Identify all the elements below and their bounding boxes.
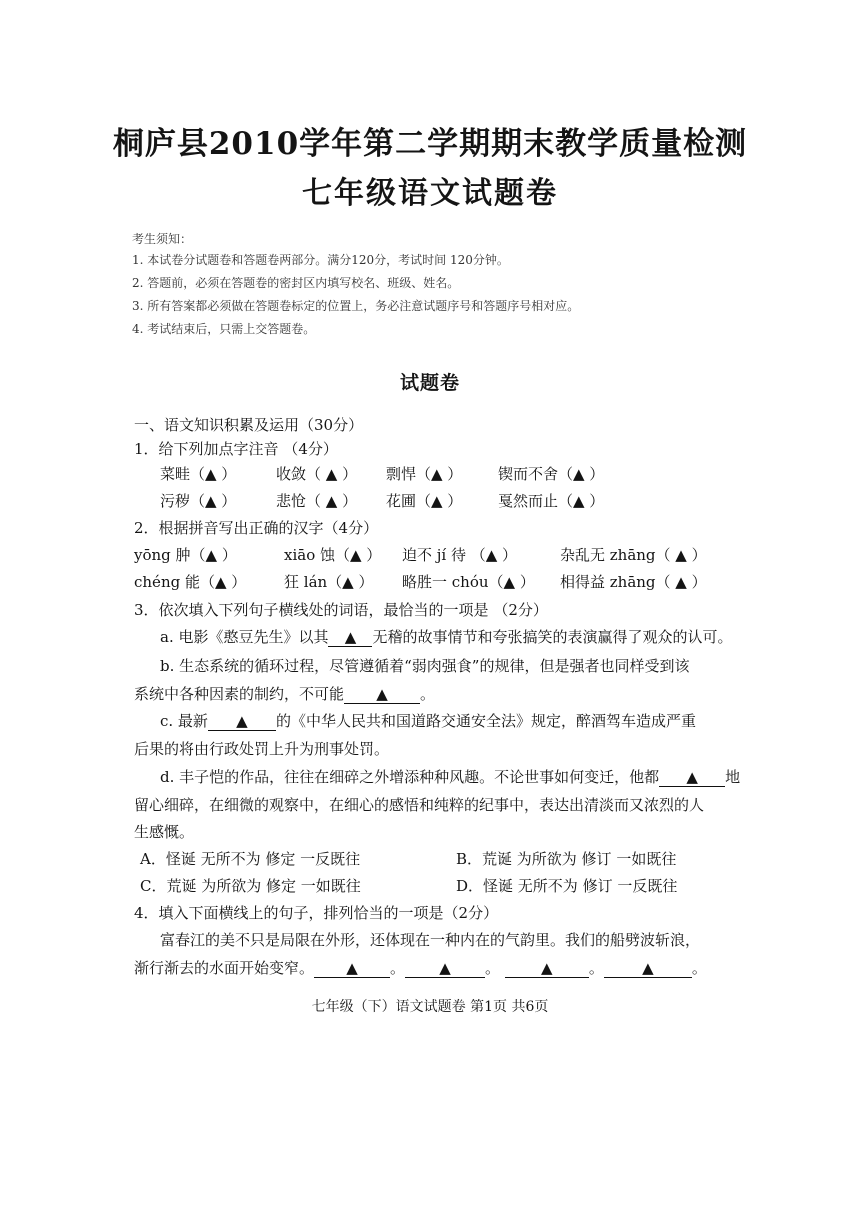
option-c: C．荒诞 为所欲为 修定 一如既往: [140, 877, 361, 895]
notice-item: 2. 答题前，必须在答题卷的密封区内填写校名、班级、姓名。: [132, 276, 460, 290]
hanzi-item: 迫不 jí 待 （▲ ）: [402, 546, 518, 564]
notice-item: 3. 所有答案都必须做在答题卷标定的位置上，务必注意试题序号和答题序号相对应。: [132, 299, 580, 313]
question-1-stem: 1．给下列加点字注音 （4分）: [134, 440, 338, 458]
page-footer: 七年级（下）语文试题卷 第1页 共6页: [311, 999, 549, 1015]
hanzi-item: 杂乱无 zhāng（ ▲ ）: [560, 546, 707, 564]
passage-line: 富春江的美不只是局限在外形，还体现在一种内在的气韵里。我们的船劈波斩浪，: [160, 931, 701, 949]
sentence-d-text: 地: [725, 768, 741, 786]
question-4-stem: 4．填入下面横线上的句子，排列恰当的一项是（2分）: [134, 904, 499, 922]
sentence-c-cont: 后果的将由行政处罚上升为刑事处罚。: [134, 740, 390, 758]
pinyin-item: 锲而不舍（▲ ）: [498, 465, 605, 483]
hanzi-item: 狂 lán（▲ ）: [284, 573, 374, 591]
passage-text: 渐行渐去的水面开始变窄。: [134, 959, 315, 977]
hanzi-item: 略胜一 chóu（▲ ）: [402, 573, 535, 591]
notice-item: 1. 本试卷分试题卷和答题卷两部分。满分120分，考试时间 120分钟。: [132, 253, 509, 267]
sentence-b-text: 系统中各种因素的制约，不可能: [134, 685, 345, 703]
sentence-d-text: d. 丰子恺的作品，往往在细碎之外增添种种风趣。不论世事如何变迁，他都: [160, 768, 660, 786]
pinyin-item: 收敛（ ▲ ）: [276, 465, 358, 483]
sentence-b: b. 生态系统的循环过程，尽管遵循着“弱肉强食”的规律，但是强者也同样受到该: [160, 657, 690, 675]
answer-blank: ▲: [659, 768, 725, 787]
hanzi-item: 相得益 zhāng（ ▲ ）: [560, 573, 707, 591]
exam-title: 桐庐县2010学年第二学期期末教学质量检测: [112, 126, 748, 162]
pinyin-item: 污秽（▲ ）: [160, 492, 237, 510]
question-3-stem: 3．依次填入下列句子横线处的词语，最恰当的一项是 （2分）: [134, 601, 548, 619]
option-d: D．怪诞 无所不为 修订 一反既往: [456, 877, 678, 895]
punctuation: 。: [691, 959, 707, 977]
notice-item: 4. 考试结束后，只需上交答题卷。: [132, 322, 316, 336]
sentence-a-text: a. 电影《憨豆先生》以其: [160, 628, 329, 646]
sentence-a-text: 无稽的故事情节和夸张搞笑的表演赢得了观众的认可。: [372, 628, 733, 646]
punctuation: 。: [390, 959, 406, 977]
sentence-c-text: 的《中华人民共和国道路交通安全法》规定，醉酒驾车造成严重: [275, 712, 696, 730]
hanzi-item: xiāo 蚀（▲ ）: [284, 546, 382, 564]
answer-blank: ▲: [505, 959, 589, 978]
exam-subtitle: 七年级语文试题卷: [302, 176, 558, 211]
option-a: A．怪诞 无所不为 修定 一反既往: [140, 850, 361, 868]
hanzi-item: yōng 肿（▲ ）: [134, 546, 237, 564]
sentence-d-cont: 留心细碎，在细微的观察中，在细心的感悟和纯粹的纪事中，表达出清淡而又浓烈的人: [134, 796, 705, 814]
pinyin-item: 戛然而止（▲ ）: [498, 492, 605, 510]
punctuation: 。: [485, 959, 501, 977]
sentence-b-text: 。: [420, 685, 436, 703]
sentence-d: [160, 766, 740, 787]
pinyin-item: 菜畦（▲ ）: [160, 465, 237, 483]
pinyin-item: 花圃（▲ ）: [386, 492, 463, 510]
pinyin-item: 悲怆（ ▲ ）: [276, 492, 358, 510]
sentence-d-cont: 生感慨。: [134, 823, 195, 841]
hanzi-item: chéng 能（▲ ）: [134, 573, 247, 591]
answer-blank: ▲: [208, 712, 276, 731]
question-2-stem: 2．根据拼音写出正确的汉字（4分）: [134, 519, 379, 537]
notice-heading: 考生须知：: [132, 232, 193, 246]
answer-blank: ▲: [405, 959, 485, 978]
answer-blank: ▲: [328, 628, 372, 647]
answer-blank: ▲: [604, 959, 692, 978]
sentence-b-cont: [134, 683, 435, 704]
punctuation: 。: [588, 959, 604, 977]
answer-blank: ▲: [344, 685, 420, 704]
section-title: 试题卷: [399, 372, 460, 394]
sentence-a: [160, 626, 733, 647]
answer-blank: ▲: [314, 959, 390, 978]
sentence-c: [160, 710, 696, 731]
option-b: B．荒诞 为所欲为 修订 一如既往: [456, 850, 677, 868]
pinyin-item: 剽悍（▲ ）: [386, 465, 463, 483]
sentence-c-text: c. 最新: [160, 712, 208, 730]
passage-line: [134, 957, 707, 978]
part-heading: 一、语文知识积累及运用（30分）: [134, 416, 364, 434]
